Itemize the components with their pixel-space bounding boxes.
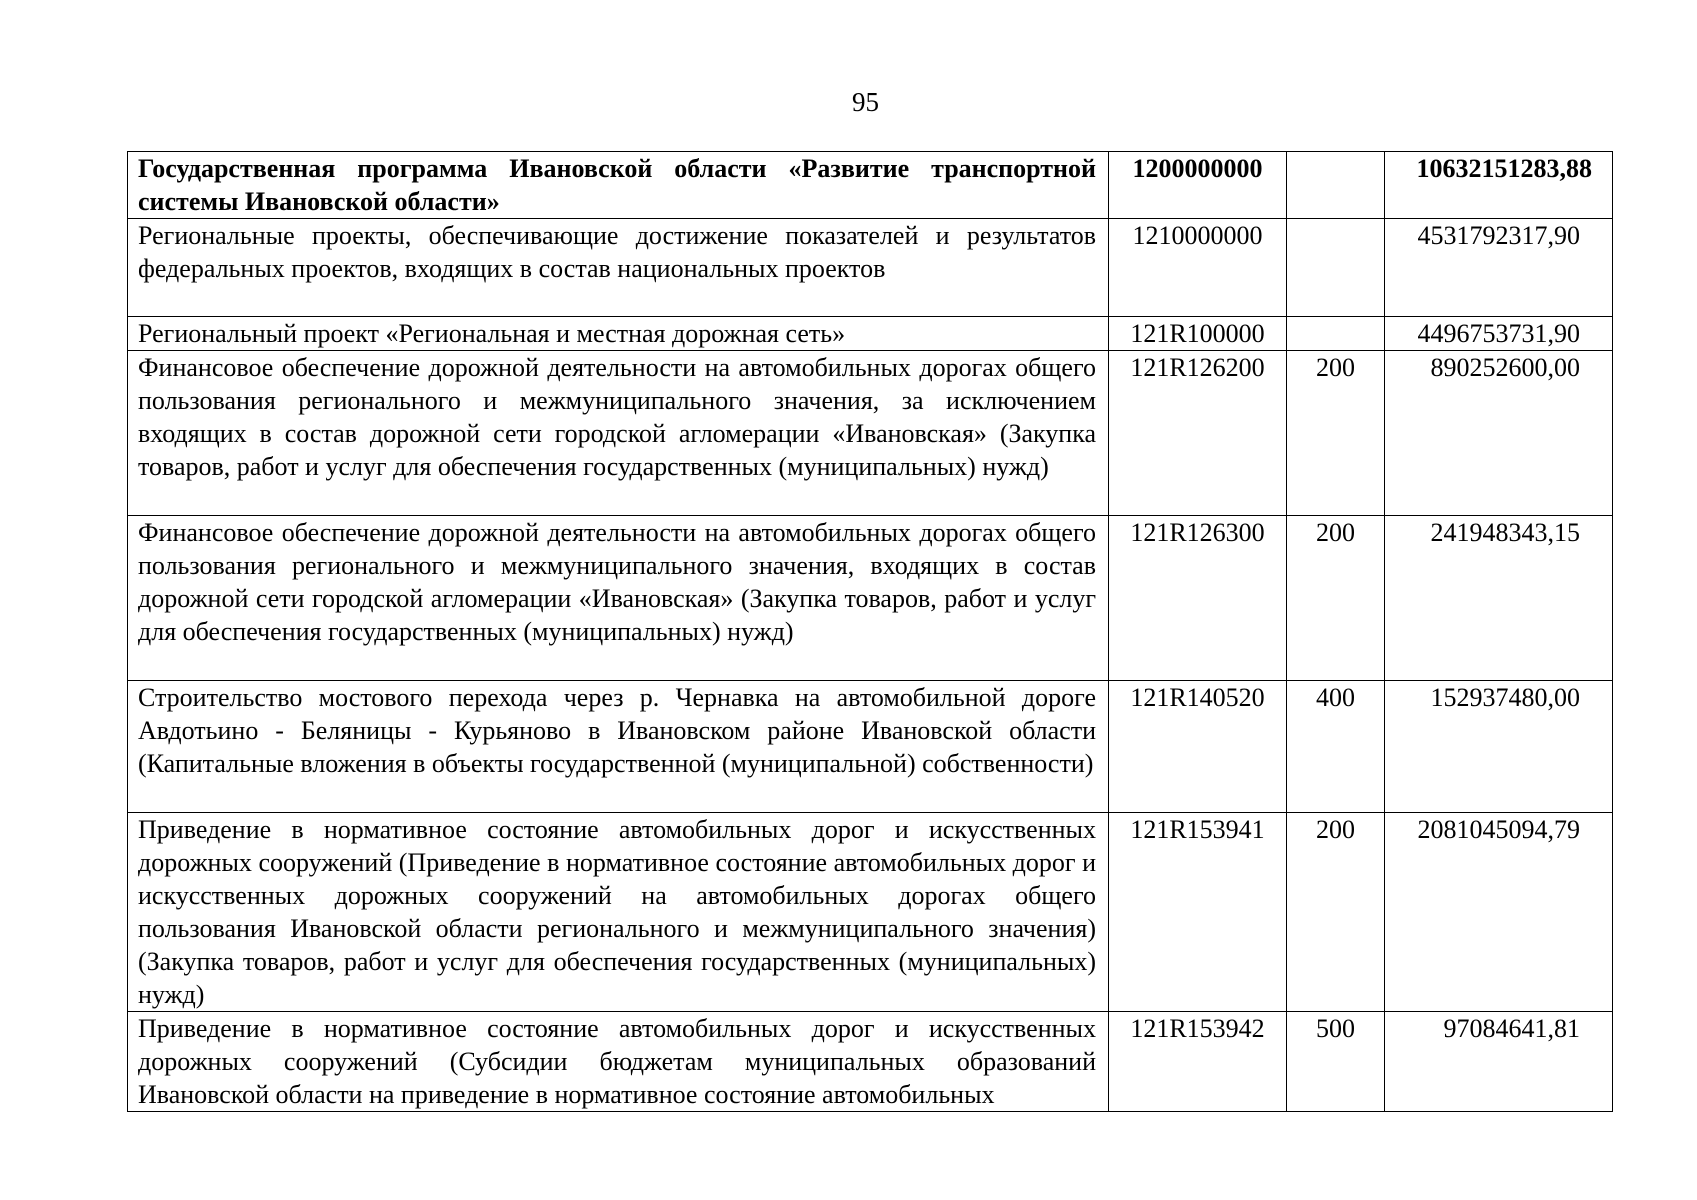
row-amount: 10632151283,88 — [1385, 152, 1613, 219]
row-name: Финансовое обеспечение дорожной деятельности на автомобильных дорогах общего пользования регионального и межмуниципального значения, входящих в состав дорожной сети городской агломерации «Ивановская» (Закупка товаров, работ и услуг для обеспечения государственных (муниципальных) нужд) — [128, 516, 1109, 681]
row-name: Региональные проекты, обеспечивающие достижение показателей и результатов федеральных проектов, входящих в состав национальных проектов — [128, 219, 1109, 317]
table-row — [128, 813, 1613, 1012]
table-row — [128, 219, 1613, 317]
row-expense-type — [1287, 152, 1385, 219]
row-code: 121R126200 — [1109, 351, 1287, 516]
row-expense-type: 500 — [1287, 1012, 1385, 1112]
row-code: 1210000000 — [1109, 219, 1287, 317]
row-code: 121R100000 — [1109, 317, 1287, 351]
row-name: Приведение в нормативное состояние автомобильных дорог и искусственных дорожных сооружений (Приведение в нормативное состояние автомобильных дорог и искусственных дорожных сооружений на автомобильных дорогах общего пользования Ивановской области регионального и межмуниципального значения) (Закупка товаров, работ и услуг для обеспечения государственных (муниципальных) нужд) — [128, 813, 1109, 1012]
row-name: Региональный проект «Региональная и местная дорожная сеть» — [128, 317, 1109, 351]
row-code: 121R153942 — [1109, 1012, 1287, 1112]
table-row — [128, 516, 1613, 681]
row-name: Финансовое обеспечение дорожной деятельности на автомобильных дорогах общего пользования регионального и межмуниципального значения, за исключением входящих в состав дорожной сети городской агломерации «Ивановская» (Закупка товаров, работ и услуг для обеспечения государственных (муниципальных) нужд) — [128, 351, 1109, 516]
row-code: 1200000000 — [1109, 152, 1287, 219]
table-row — [128, 681, 1613, 813]
row-expense-type: 200 — [1287, 516, 1385, 681]
row-amount: 4531792317,90 — [1385, 219, 1613, 317]
table-row — [128, 1012, 1613, 1112]
row-code: 121R153941 — [1109, 813, 1287, 1012]
row-expense-type — [1287, 317, 1385, 351]
table-row — [128, 351, 1613, 516]
row-amount: 97084641,81 — [1385, 1012, 1613, 1112]
row-code: 121R126300 — [1109, 516, 1287, 681]
row-code: 121R140520 — [1109, 681, 1287, 813]
row-amount: 890252600,00 — [1385, 351, 1613, 516]
row-expense-type: 400 — [1287, 681, 1385, 813]
budget-table — [127, 151, 1613, 1112]
row-expense-type — [1287, 219, 1385, 317]
row-name: Государственная программа Ивановской области «Развитие транспортной системы Ивановской области» — [128, 152, 1109, 219]
table-body — [128, 152, 1613, 1112]
row-expense-type: 200 — [1287, 351, 1385, 516]
row-amount: 241948343,15 — [1385, 516, 1613, 681]
row-amount: 152937480,00 — [1385, 681, 1613, 813]
table-row — [128, 317, 1613, 351]
row-expense-type: 200 — [1287, 813, 1385, 1012]
table-row — [128, 152, 1613, 219]
row-name: Приведение в нормативное состояние автомобильных дорог и искусственных дорожных сооружений (Субсидии бюджетам муниципальных образований Ивановской области на приведение в нормативное состояние автомобильных — [128, 1012, 1109, 1112]
row-name: Строительство мостового перехода через р. Чернавка на автомобильной дороге Авдотьино - Беляницы - Курьяново в Ивановском районе Ивановской области (Капитальные вложения в объекты государственной (муниципальной) собственности) — [128, 681, 1109, 813]
row-amount: 2081045094,79 — [1385, 813, 1613, 1012]
page-number: 95 — [852, 87, 879, 117]
row-amount: 4496753731,90 — [1385, 317, 1613, 351]
